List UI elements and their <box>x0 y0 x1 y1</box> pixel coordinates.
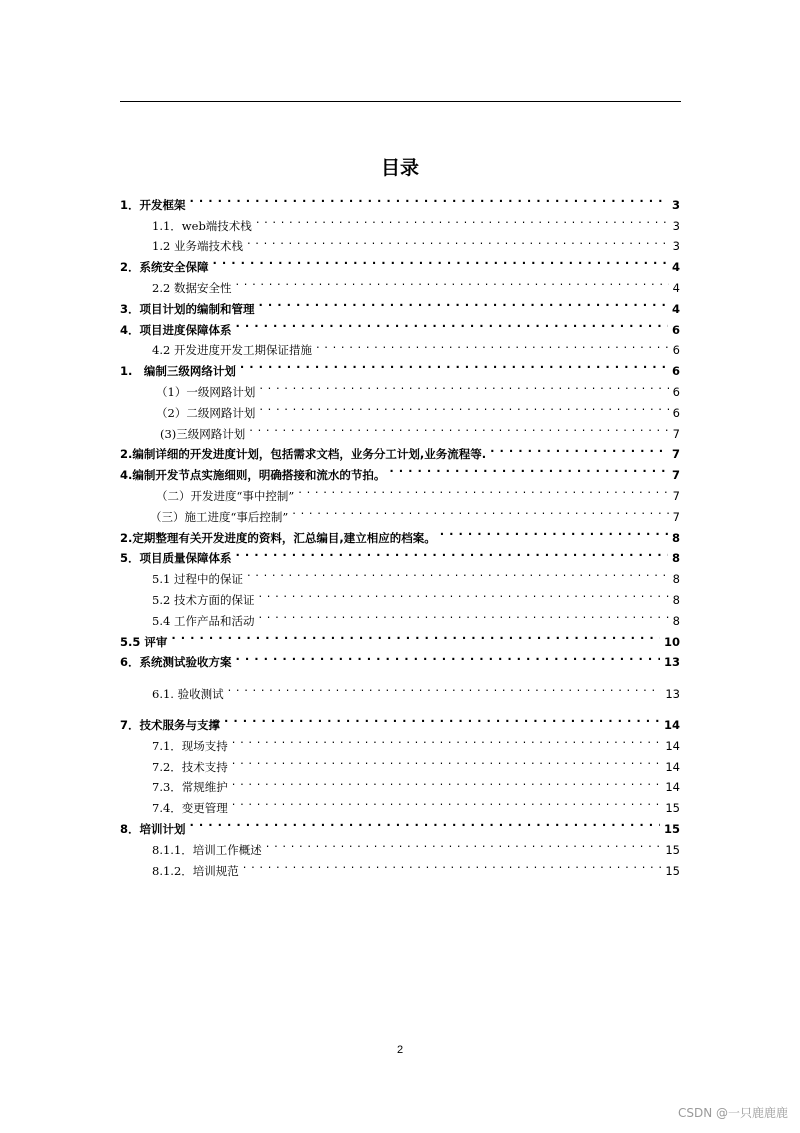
toc-entry-label: 8.1.2．培训规范 <box>152 863 239 878</box>
toc-entry-page: 7 <box>672 488 680 503</box>
toc-entry[interactable] <box>120 771 680 795</box>
dot-leader <box>236 646 660 667</box>
toc-entry[interactable] <box>120 833 680 857</box>
dot-leader <box>243 854 662 875</box>
toc-entry[interactable] <box>120 646 680 670</box>
watermark: CSDN @一只鹿鹿鹿 <box>677 1106 788 1120</box>
toc-entry-label: 7.3．常规维护 <box>152 780 228 795</box>
toc-entry[interactable] <box>120 209 680 233</box>
toc-entry[interactable] <box>120 230 680 254</box>
toc-entry-label: 6．系统测试验收方案 <box>120 655 232 670</box>
toc-entry-label: 3．项目计划的编制和管理 <box>120 301 255 316</box>
toc-entry[interactable] <box>120 708 680 732</box>
toc-entry-label: 7.1．现场支持 <box>152 738 228 753</box>
toc-entry-page: 8 <box>672 592 680 607</box>
toc-entry[interactable] <box>120 438 680 462</box>
dot-leader <box>490 438 668 459</box>
toc-entry-page: 14 <box>665 780 680 795</box>
toc-entry-page: 6 <box>672 384 680 399</box>
dot-leader <box>249 417 668 438</box>
toc-entry[interactable] <box>120 396 680 420</box>
dot-leader <box>258 604 668 625</box>
toc-entry-page: 13 <box>665 687 680 702</box>
toc-entry-label: 8．培训计划 <box>120 821 186 836</box>
page-number: 2 <box>396 1044 404 1056</box>
toc-entry-label: 1.1．web端技术栈 <box>152 218 252 233</box>
toc-entry-page: 13 <box>663 655 680 670</box>
dot-leader <box>247 230 669 251</box>
toc-entry-label: 5.2 技术方面的保证 <box>152 592 255 607</box>
toc-entry-page: 8 <box>672 572 680 587</box>
table-of-contents <box>120 188 680 878</box>
toc-entry-label: （二）开发进度“事中控制” <box>156 488 295 503</box>
toc-entry[interactable] <box>120 562 680 587</box>
toc-entry-page: 6 <box>671 364 680 379</box>
toc-entry-page: 14 <box>663 717 680 732</box>
toc-entry-page: 7 <box>672 426 680 441</box>
toc-entry-page: 14 <box>665 738 680 753</box>
toc-entry[interactable] <box>120 458 680 483</box>
toc-entry-label: 8.1.1．培训工作概述 <box>152 842 262 857</box>
toc-entry-page: 15 <box>665 801 680 816</box>
toc-entry-page: 8 <box>671 551 680 566</box>
dot-leader <box>292 500 668 521</box>
toc-entry[interactable] <box>120 375 680 399</box>
toc-entry[interactable] <box>120 334 680 358</box>
toc-entry-label: 2.编制详细的开发进度计划，包括需求文档，业务分工计划,业务流程等. <box>120 447 487 462</box>
dot-leader <box>259 396 668 417</box>
dot-leader <box>259 292 668 313</box>
toc-entry-label: 7.2．技术支持 <box>152 759 228 774</box>
toc-entry[interactable] <box>120 854 680 878</box>
toc-entry-label: 4.2 开发进度开发工期保证措施 <box>152 343 312 358</box>
toc-entry-page: 15 <box>663 821 680 836</box>
toc-entry-label: （三）施工进度“事后控制” <box>150 509 289 524</box>
dot-leader <box>224 708 660 729</box>
dot-leader <box>316 334 669 355</box>
dot-leader <box>228 677 662 698</box>
toc-entry[interactable] <box>120 250 680 275</box>
toc-entry-label: 1.2 业务端技术栈 <box>152 239 243 254</box>
dot-leader <box>235 271 668 292</box>
toc-entry-page: 7 <box>672 509 680 524</box>
header-rule <box>120 101 681 102</box>
toc-entry-label: 4.编制开发节点实施细则，明确搭接和流水的节拍。 <box>120 468 386 483</box>
dot-leader <box>232 771 662 792</box>
dot-leader <box>298 479 668 500</box>
toc-entry[interactable] <box>120 354 680 379</box>
toc-entry-page: 8 <box>672 613 680 628</box>
toc-entry-page: 4 <box>671 301 680 316</box>
toc-entry[interactable] <box>120 604 680 628</box>
toc-entry-page: 7 <box>671 447 680 462</box>
dot-leader <box>190 188 668 209</box>
toc-entry-page: 4 <box>672 280 680 295</box>
toc-entry-label: 7．技术服务与支撑 <box>120 717 221 732</box>
toc-entry-page: 3 <box>672 218 680 233</box>
toc-entry-label: （1）一级网路计划 <box>156 384 256 399</box>
dot-leader <box>232 729 662 750</box>
toc-entry-label: 2.定期整理有关开发进度的资料，汇总编目,建立相应的档案。 <box>120 530 436 545</box>
toc-entry[interactable] <box>120 542 680 566</box>
toc-entry-page: 7 <box>671 468 680 483</box>
dot-leader <box>171 625 660 646</box>
toc-entry[interactable] <box>120 812 680 836</box>
toc-entry-page: 15 <box>665 842 680 857</box>
toc-entry-label: （2）二级网路计划 <box>156 405 256 420</box>
dot-leader <box>247 562 669 583</box>
toc-entry-label: 4．项目进度保障体系 <box>120 322 232 337</box>
dot-leader <box>232 750 662 771</box>
dot-leader <box>266 833 662 854</box>
toc-entry-label: 6.1. 验收测试 <box>152 687 224 702</box>
toc-entry-page: 8 <box>671 530 680 545</box>
toc-entry[interactable] <box>120 677 680 702</box>
dot-leader <box>259 375 668 396</box>
toc-entry-page: 3 <box>672 239 680 254</box>
dot-leader <box>440 521 668 542</box>
dot-leader <box>213 250 668 271</box>
toc-entry-label: 2.2 数据安全性 <box>152 280 232 295</box>
toc-entry-page: 15 <box>665 863 680 878</box>
toc-entry-label: 5.1 过程中的保证 <box>152 572 243 587</box>
toc-entry[interactable] <box>120 292 680 316</box>
toc-entry-label: 5．项目质量保障体系 <box>120 551 232 566</box>
toc-entry-label: 1. 编制三级网络计划 <box>120 364 236 379</box>
dot-leader <box>236 313 668 334</box>
toc-entry[interactable] <box>120 521 680 545</box>
dot-leader <box>236 542 668 563</box>
dot-leader <box>389 458 668 479</box>
dot-leader <box>256 209 669 230</box>
toc-entry[interactable] <box>120 313 680 337</box>
toc-entry[interactable] <box>120 625 680 649</box>
dot-leader <box>240 354 668 375</box>
toc-entry-page: 6 <box>672 343 680 358</box>
toc-entry-label: 1．开发框架 <box>120 197 186 212</box>
toc-entry[interactable] <box>120 791 680 816</box>
toc-entry[interactable] <box>120 188 680 212</box>
toc-entry[interactable] <box>120 500 680 524</box>
toc-entry[interactable] <box>120 271 680 295</box>
toc-entry-page: 10 <box>663 634 680 649</box>
toc-title: 目录 <box>380 157 419 179</box>
toc-entry-label: 5.5 评审 <box>120 634 168 649</box>
dot-leader <box>190 812 660 833</box>
dot-leader <box>232 791 662 812</box>
toc-entry[interactable] <box>120 417 680 441</box>
toc-entry[interactable] <box>120 583 680 607</box>
toc-entry-page: 6 <box>672 405 680 420</box>
toc-entry-page: 3 <box>671 197 680 212</box>
toc-entry[interactable] <box>120 479 680 503</box>
toc-entry-label: 7.4．变更管理 <box>152 801 228 816</box>
dot-leader <box>258 583 668 604</box>
toc-entry-label: 5.4 工作产品和活动 <box>152 613 255 628</box>
toc-entry-page: 14 <box>665 759 680 774</box>
toc-entry-page: 6 <box>671 322 680 337</box>
toc-entry-label: (3)三级网路计划 <box>160 426 246 441</box>
toc-entry-page: 4 <box>671 260 680 275</box>
toc-entry[interactable] <box>120 750 680 774</box>
toc-entry-label: 2．系统安全保障 <box>120 260 209 275</box>
toc-entry[interactable] <box>120 729 680 753</box>
